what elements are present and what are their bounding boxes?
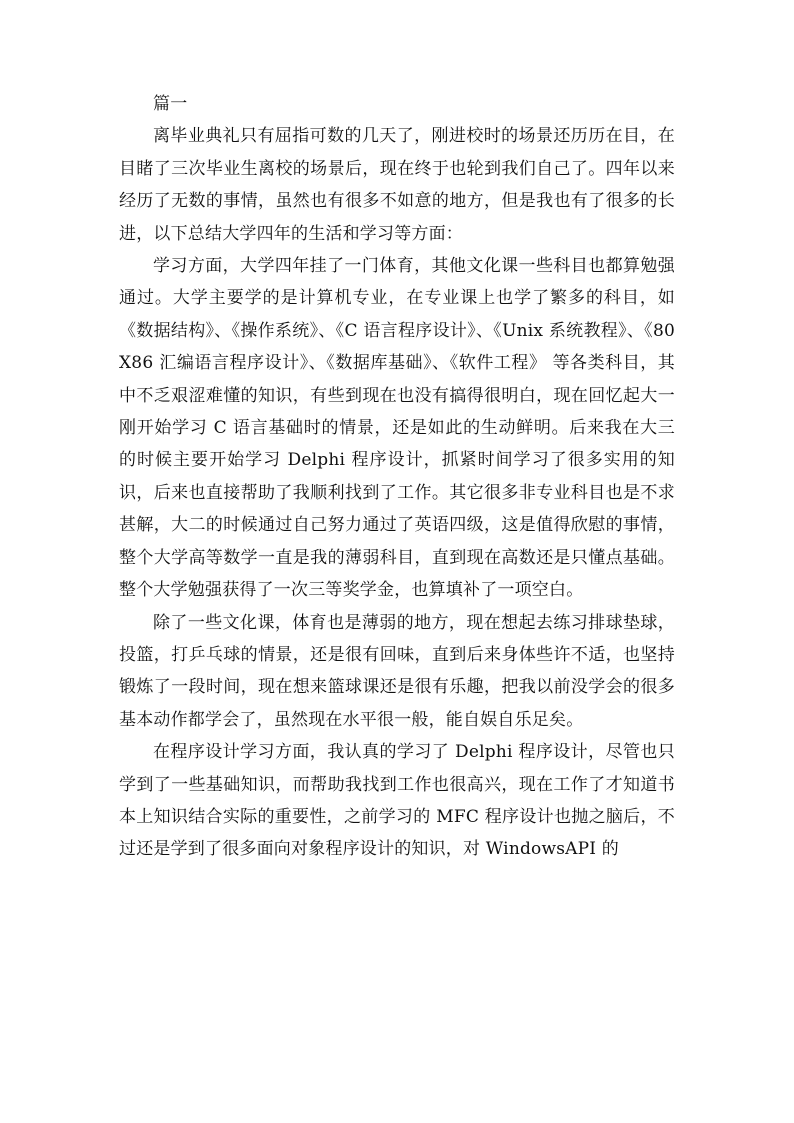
paragraph-study: 学习方面，大学四年挂了一门体育，其他文化课一些科目也都算勉强通过。大学主要学的是计算机专业，在专业课上也学了繁多的科目，如《数据结构》、《操作系统》、《C 语言程序设计》、《Unix 系统教程》、《80X86 汇编语言程序设计》、《数据库基础》、《软件工程》 等各类科目，其中不乏艰涩难懂的知识，有些到现在也没有搞得很明白，现在回忆起大一刚开始学习 C 语言基础时的情景，还是如此的生动鲜明。后来我在大三的时候主要开始学习 Delphi 程序设计，抓紧时间学习了很多实用的知识，后来也直接帮助了我顺利找到了工作。其它很多非专业科目也是不求甚解，大二的时候通过自己努力通过了英语四级，这是值得欣慰的事情，整个大学高等数学一直是我的薄弱科目，直到现在高数还是只懂点基础。整个大学勉强获得了一次三等奖学金，也算填补了一项空白。: [119, 256, 675, 601]
document-body: [119, 88, 675, 866]
paragraph-programming: 在程序设计学习方面，我认真的学习了 Delphi 程序设计，尽管也只学到了一些基础知识，而帮助我找到工作也很高兴，现在工作了才知道书本上知识结合实际的重要性，之前学习的 MFC 程序设计也抛之脑后，不过还是学到了很多面向对象程序设计的知识，对 WindowsAPI 的: [119, 742, 675, 860]
paragraph-sports: 除了一些文化课，体育也是薄弱的地方，现在想起去练习排球垫球，投篮，打乒乓球的情景，还是很有回味，直到后来身体些许不适，也坚持锻炼了一段时间，现在想来篮球课还是很有乐趣，把我以前没学会的很多基本动作都学会了，虽然现在水平很一般，能自娱自乐足矣。: [119, 612, 675, 730]
paragraph-intro: 离毕业典礼只有屈指可数的几天了，刚进校时的场景还历历在目，在目睹了三次毕业生离校的场景后，现在终于也轮到我们自己了。四年以来经历了无数的事情，虽然也有很多不如意的地方，但是我也有了很多的长进，以下总结大学四年的生活和学习等方面：: [119, 126, 675, 244]
section-heading: 篇一: [153, 94, 188, 114]
